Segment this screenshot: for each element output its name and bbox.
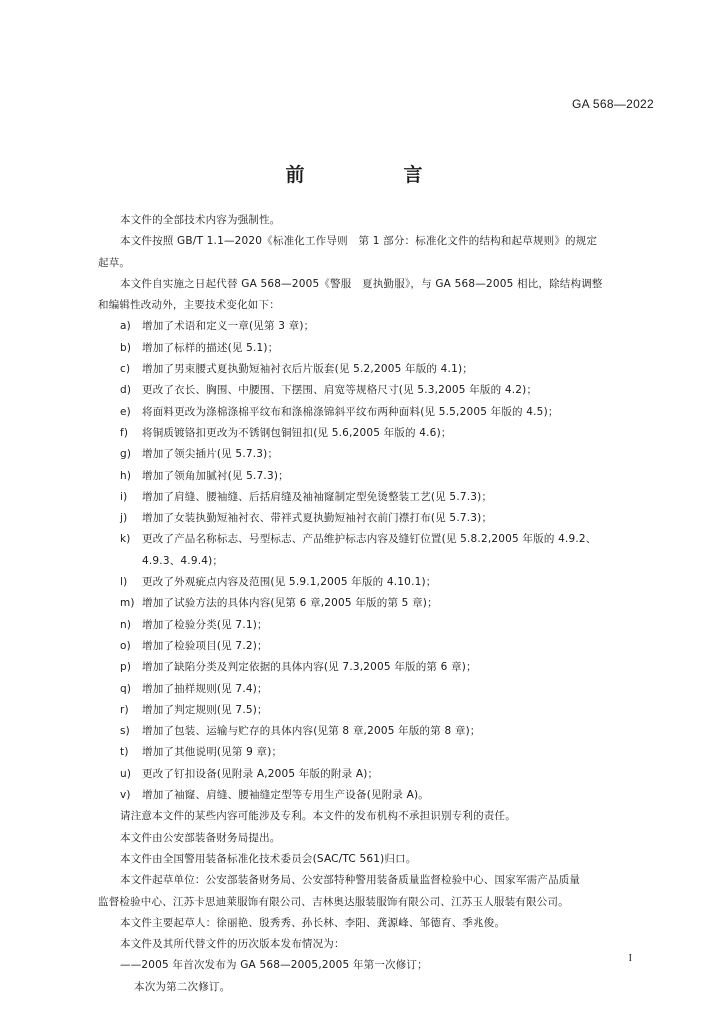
list-marker: p): [120, 661, 132, 674]
paragraph: 本文件及其所代替文件的历次版本发布情况为：: [120, 938, 345, 951]
list-item-line: 增加了抽样规则(见 7.4)；: [142, 682, 268, 695]
list-item: [120, 444, 654, 465]
paragraph: 本文件的全部技术内容为强制性。: [120, 214, 281, 226]
list-item-text: [142, 679, 654, 700]
paragraph-continuation: 监督检验中心、江苏卡思迪莱服饰有限公司、吉林奥达服装服饰有限公司、江苏玉人服装有限公司。: [98, 895, 569, 908]
list-marker: n): [120, 618, 132, 631]
list-marker: r): [120, 703, 129, 716]
list-marker: h): [120, 469, 132, 482]
list-item: [120, 423, 654, 444]
list-item-line: 增加了包装、运输与贮存的具体内容(见第 8 章,2005 年版的第 8 章)；: [142, 725, 481, 738]
list-item-line: 增加了男束腰式夏执勤短袖衬衣后片版套(见 5.2,2005 年版的 4.1)；: [142, 363, 473, 376]
list-item: [120, 742, 654, 763]
paragraph: ——2005 年首次发布为 GA 568—2005,2005 年第一次修订；: [120, 959, 428, 972]
list-item-text: [142, 508, 654, 529]
list-item-text: [142, 423, 654, 444]
list-marker: v): [120, 789, 131, 802]
list-item-text: [142, 402, 654, 423]
list-item: [120, 316, 654, 337]
list-item-line: 增加了领角加腻衬(见 5.7.3)；: [142, 469, 289, 482]
list-marker: e): [120, 405, 131, 418]
list-item: [120, 721, 654, 742]
list-item-text: [142, 529, 654, 572]
list-item-text: [142, 572, 654, 593]
list-item-continuation: 4.9.3、4.9.4)；: [142, 554, 224, 567]
list-item: [120, 529, 654, 572]
list-item: [120, 487, 654, 508]
list-marker: c): [120, 363, 131, 376]
list-item-line: 增加了检验分类(见 7.1)；: [142, 618, 268, 631]
list-item-line: 将面料更改为涤棉涤棉平纹布和涤棉涤锦斜平纹布两种面料(见 5.5,2005 年版的 4.5)；: [142, 405, 559, 418]
list-marker: m): [120, 597, 135, 610]
list-marker: b): [120, 341, 132, 354]
list-item-line: 增加了术语和定义一章(见第 3 章)；: [142, 320, 315, 333]
list-item-text: [142, 700, 654, 721]
list-item-text: [142, 615, 654, 636]
list-marker: i): [120, 490, 128, 503]
list-item-text: [142, 338, 654, 359]
paragraph-continuation: 起草。: [98, 256, 131, 269]
standard-code: GA 568—2022: [571, 97, 654, 111]
list-item-line: 更改了产品名称标志、号型标志、产品维护标志内容及缝钉位置(见 5.8.2,2005 年版的 4.9.2、: [142, 533, 597, 546]
list-item: [120, 338, 654, 359]
list-item-line: 增加了判定规则(见 7.5)；: [142, 703, 268, 716]
paragraph: 本文件起草单位：公安部装备财务局、公安部特种警用装备质量监督检验中心、国家军需产品质量: [120, 874, 581, 887]
list-item: [120, 700, 654, 721]
list-marker: q): [120, 682, 132, 695]
section-title: 前 言: [285, 164, 463, 186]
paragraph: 请注意本文件的某些内容可能涉及专利。本文件的发布机构不承担识别专利的责任。: [120, 810, 516, 823]
list-marker: f): [120, 426, 129, 439]
list-item-line: 增加了缺陷分类及判定依据的具体内容(见 7.3,2005 年版的第 6 章)；: [142, 661, 477, 674]
list-item: [120, 402, 654, 423]
list-marker: u): [120, 767, 132, 780]
paragraph: 本文件主要起草人：徐丽艳、殷秀秀、孙长林、李阳、龚源峰、邹德育、季兆俊。: [120, 916, 506, 929]
list-item-line: 增加了试验方法的具体内容(见第 6 章,2005 年版的第 5 章)；: [142, 597, 438, 610]
list-item: [120, 359, 654, 380]
list-item: [120, 593, 654, 614]
list-item: [120, 764, 654, 785]
list-marker: a): [120, 320, 131, 333]
list-marker: l): [120, 576, 128, 589]
list-item: [120, 657, 654, 678]
paragraph: 本文件由公安部装备财务局提出。: [120, 831, 281, 844]
list-marker: t): [120, 746, 129, 759]
list-item: [120, 572, 654, 593]
list-item: [120, 508, 654, 529]
paragraph: 本文件自实施之日起代替 GA 568—2005《警服 夏执勤服》，与 GA 568—2005 相比，除结构调整: [120, 277, 603, 290]
list-item-line: 更改了钉扣设备(见附录 A,2005 年版的附录 A)；: [142, 767, 379, 780]
list-item-line: 将铜质镀铬扣更改为不锈钢包铜钮扣(见 5.6,2005 年版的 4.6)；: [142, 426, 452, 439]
list-item: [120, 615, 654, 636]
list-item-text: [142, 359, 654, 380]
list-item-line: 增加了标样的描述(见 5.1)；: [142, 341, 279, 354]
list-item-line: 增加了女装执勤短袖衬衣、带袢式夏执勤短袖衬衣前门襟打布(见 5.7.3)；: [142, 512, 493, 525]
list-item: [120, 380, 654, 401]
list-item-line: 增加了检验项目(见 7.2)；: [142, 639, 268, 652]
list-item-line: 增加了其他说明(见第 9 章)；: [142, 746, 283, 759]
list-item-text: [142, 487, 654, 508]
list-item-line: 增加了领尖插片(见 5.7.3)；: [142, 448, 279, 461]
change-list: [120, 316, 654, 806]
list-item-text: [142, 636, 654, 657]
list-item-text: [142, 316, 654, 337]
list-marker: j): [120, 512, 128, 525]
list-marker: k): [120, 533, 131, 546]
list-item-line: 更改了衣长、胸围、中腰围、下摆围、肩宽等规格尺寸(见 5.3,2005 年版的 4.2)；: [142, 384, 538, 397]
paragraph: 本次为第二次修订。: [134, 980, 231, 993]
paragraph-continuation: 和编辑性改动外，主要技术变化如下：: [98, 299, 280, 312]
list-item-text: [142, 764, 654, 785]
list-item-text: [142, 785, 654, 806]
list-item: [120, 466, 654, 487]
list-item-line: 更改了外观疵点内容及范围(见 5.9.1,2005 年版的 4.10.1)；: [142, 576, 437, 589]
list-item-text: [142, 593, 654, 614]
list-item: [120, 679, 654, 700]
list-marker: d): [120, 384, 132, 397]
list-item-text: [142, 444, 654, 465]
list-item: [120, 636, 654, 657]
paragraph: 本文件由全国警用装备标准化技术委员会(SAC/TC 561)归口。: [120, 852, 417, 865]
list-item-line: 增加了肩缝、腰袖缝、后括肩缝及袖袖窿制定型免烫整装工艺(见 5.7.3)；: [142, 490, 493, 503]
list-item-text: [142, 380, 654, 401]
list-marker: g): [120, 448, 132, 461]
paragraph: 本文件按照 GB/T 1.1—2020《标准化工作导则 第 1 部分：标准化文件的结构和起草规则》的规定: [120, 235, 598, 248]
list-marker: o): [120, 639, 131, 652]
list-item: [120, 785, 654, 806]
list-item-text: [142, 657, 654, 678]
body-text: [98, 210, 654, 998]
list-item-text: [142, 721, 654, 742]
page-number: I: [628, 953, 632, 964]
list-marker: s): [120, 725, 130, 738]
list-item-text: [142, 466, 654, 487]
list-item-text: [142, 742, 654, 763]
list-item-line: 增加了袖窿、肩缝、腰袖缝定型等专用生产设备(见附录 A)。: [142, 789, 430, 802]
